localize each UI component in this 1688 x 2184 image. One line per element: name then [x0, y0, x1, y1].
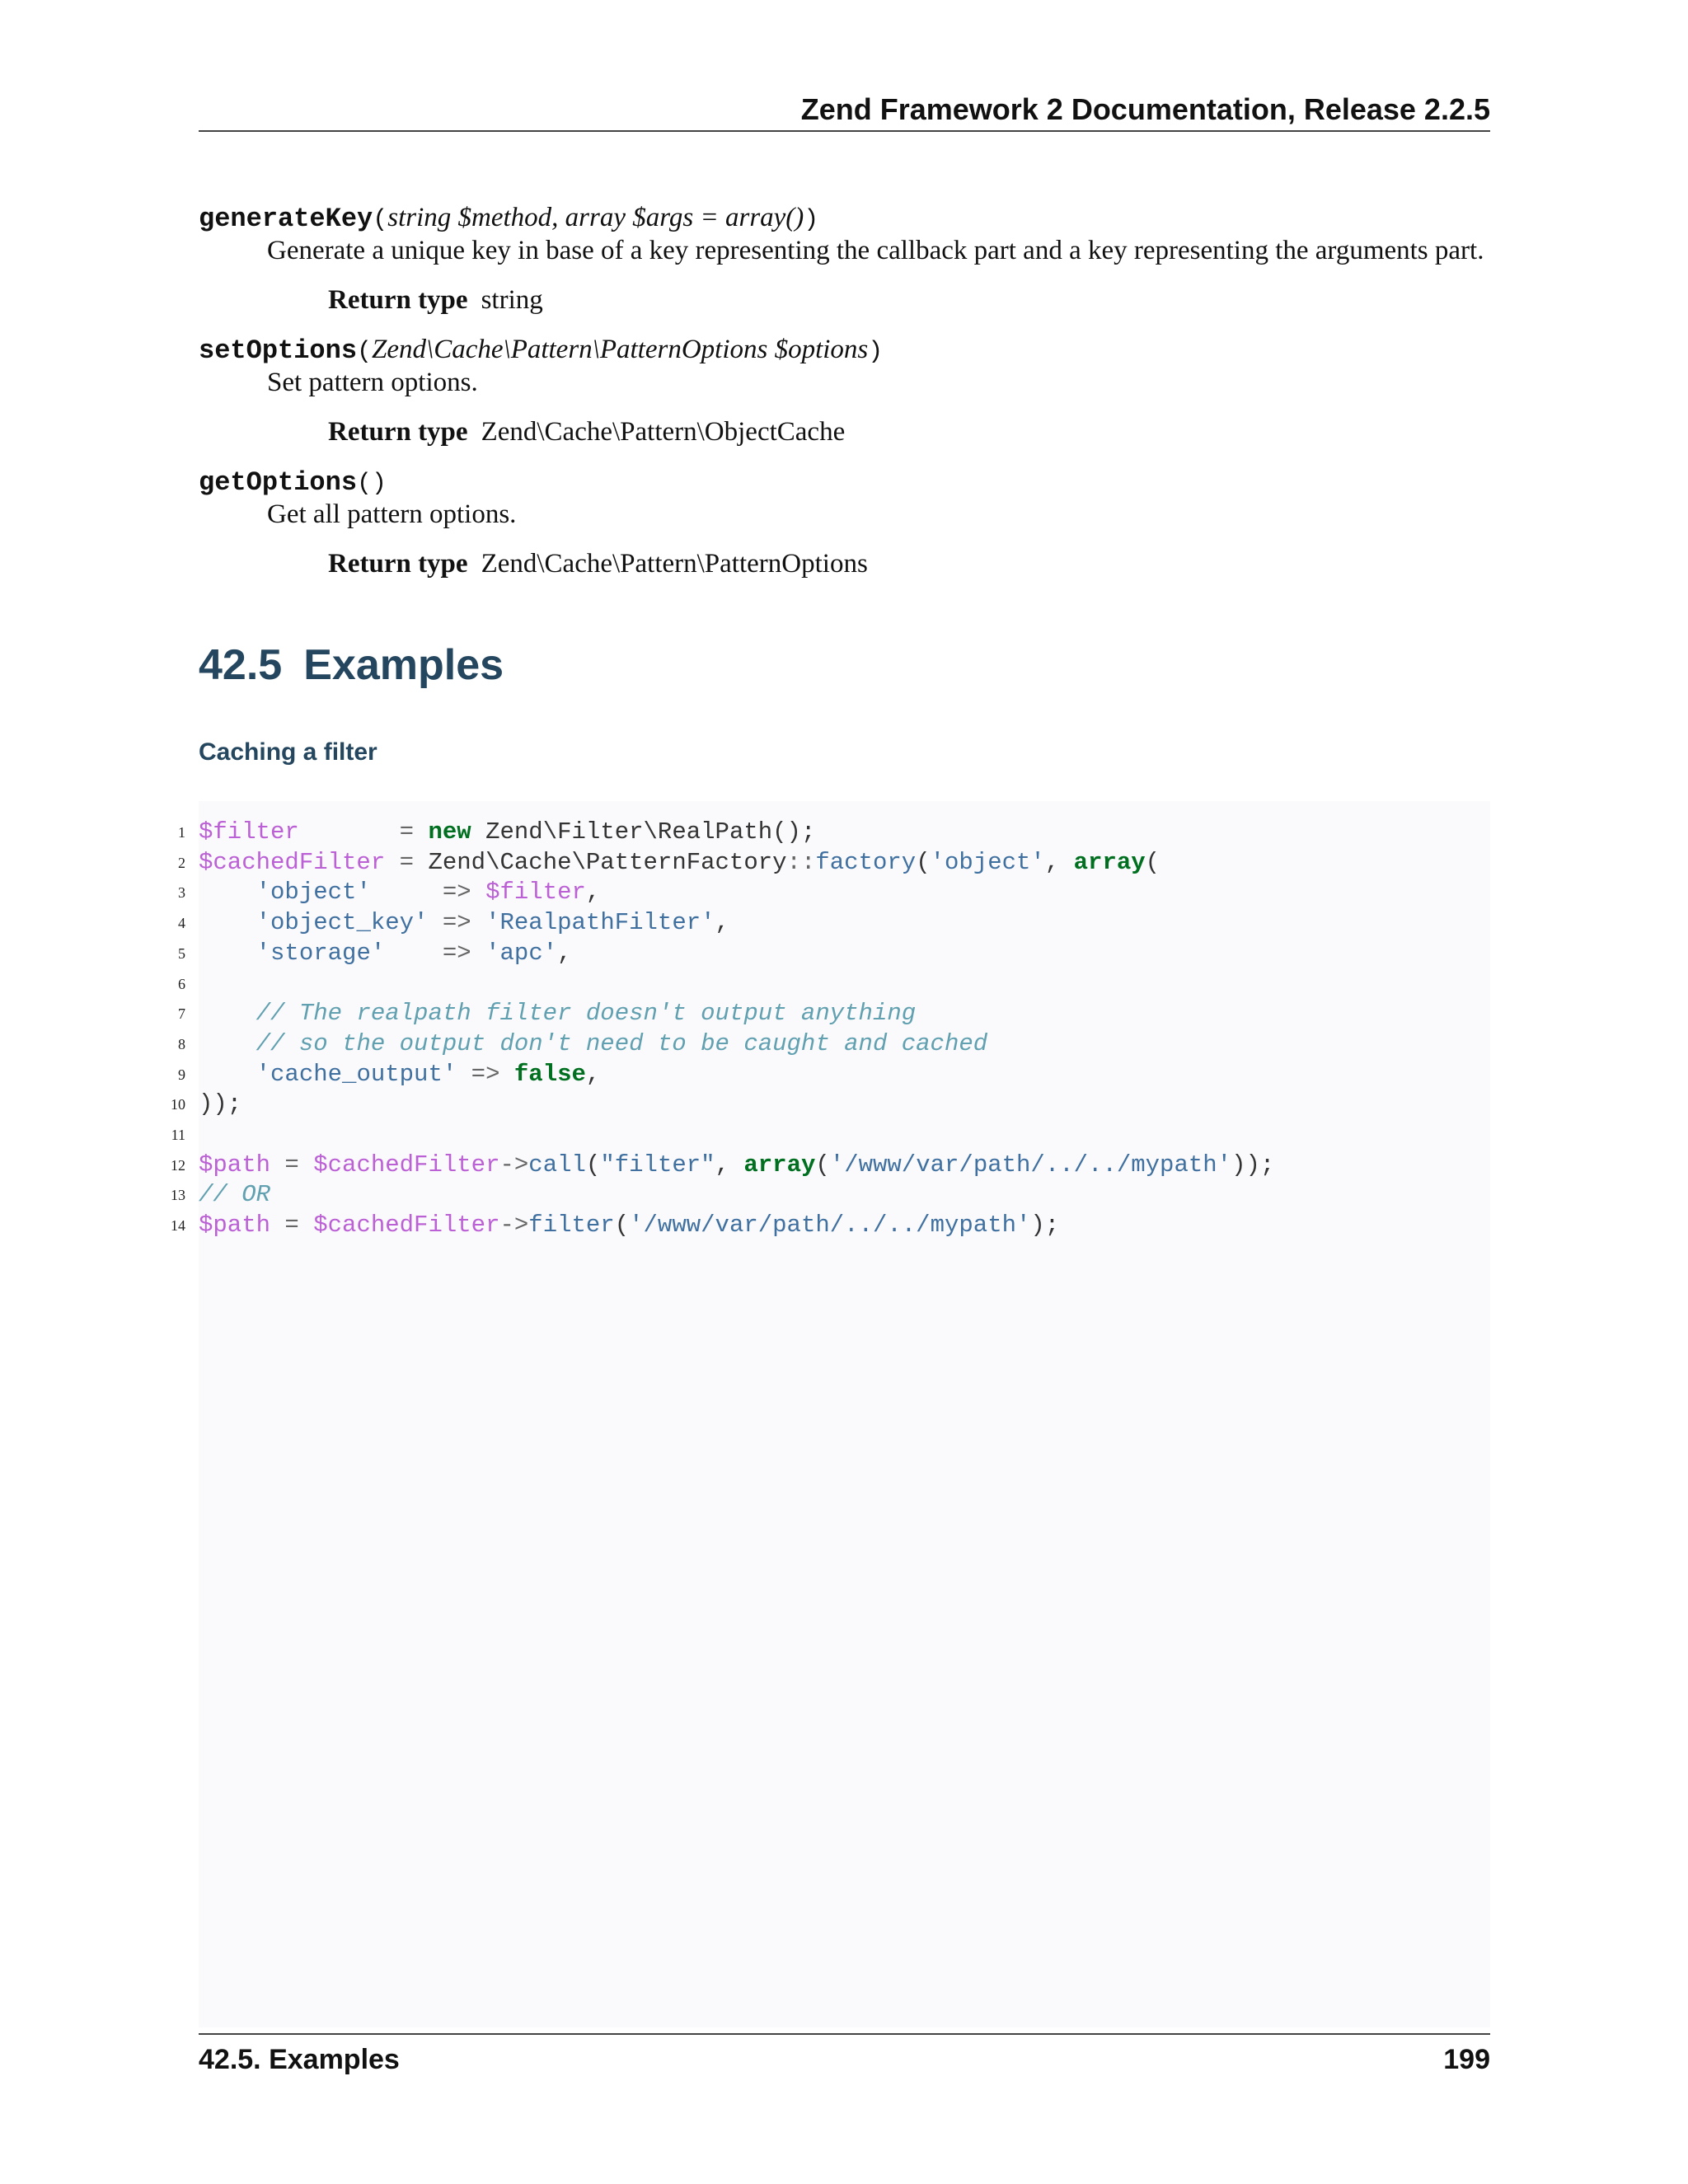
header-rule — [199, 130, 1490, 132]
footer-rule — [199, 2033, 1490, 2035]
line-number: 7 — [178, 1005, 185, 1023]
page-number: 199 — [1443, 2044, 1490, 2075]
method-params: string $method, array $args = array() — [387, 203, 804, 232]
code-text: // OR — [199, 1181, 271, 1209]
code-text: $path = $cachedFilter->call("filter", array('/www/var/path/../../mypath')); — [199, 1151, 1275, 1179]
line-number: 13 — [171, 1187, 185, 1204]
close-paren: ) — [804, 206, 819, 234]
method-name: generateKey — [199, 204, 373, 234]
line-number: 9 — [178, 1066, 185, 1083]
method-description: Generate a unique key in base of a key representing the callback part and a key representing the arguments part. — [267, 236, 1484, 265]
return-type-value: string — [481, 285, 543, 315]
return-type-row — [328, 282, 543, 318]
line-number: 8 — [178, 1035, 185, 1052]
line-number: 4 — [178, 915, 185, 932]
line-number: 1 — [178, 824, 185, 841]
section-heading — [199, 638, 504, 692]
code-text: $filter = new Zend\Filter\RealPath(); — [199, 818, 816, 846]
return-type-label: Return type — [328, 285, 468, 315]
section-number: 42.5 — [199, 641, 283, 689]
parens: () — [357, 470, 387, 498]
code-text: 'cache_output' => false, — [256, 1060, 601, 1088]
subsection-heading: Caching a filter — [199, 738, 377, 766]
code-text: // The realpath filter doesn't output anything — [256, 1000, 917, 1028]
close-paren: ) — [868, 338, 884, 366]
code-text: )); — [199, 1090, 242, 1118]
return-type-label: Return type — [328, 549, 468, 579]
method-params: Zend\Cache\Pattern\PatternOptions $options — [372, 335, 869, 364]
line-number: 14 — [171, 1217, 185, 1235]
section-title: Examples — [303, 641, 504, 689]
method-name: getOptions — [199, 467, 358, 498]
return-type-row — [328, 546, 868, 582]
return-type-label: Return type — [328, 417, 468, 447]
line-number: 6 — [178, 975, 185, 992]
line-number: 5 — [178, 944, 185, 962]
return-type-value: Zend\Cache\Pattern\PatternOptions — [481, 549, 868, 579]
code-text: $path = $cachedFilter->filter('/www/var/path/../../mypath'); — [199, 1212, 1060, 1240]
code-block — [171, 801, 1490, 2027]
open-paren: ( — [357, 338, 373, 366]
line-number: 11 — [171, 1127, 185, 1143]
method-description: Set pattern options. — [267, 368, 478, 397]
running-header: Zend Framework 2 Documentation, Release 2.2.5 — [800, 92, 1490, 126]
footer-section: 42.5. Examples — [199, 2044, 400, 2075]
code-text: 'object' => $filter, — [256, 879, 601, 907]
line-number: 12 — [171, 1156, 185, 1174]
code-text: 'object_key' => 'RealpathFilter', — [256, 909, 729, 937]
code-text: 'storage' => 'apc', — [256, 939, 572, 967]
code-text: $cachedFilter = Zend\Cache\PatternFactory::factory('object', array( — [199, 848, 1160, 876]
return-type-value: Zend\Cache\Pattern\ObjectCache — [481, 417, 846, 447]
method-name: setOptions — [199, 335, 358, 366]
method-description: Get all pattern options. — [267, 499, 517, 529]
line-number: 3 — [178, 884, 185, 902]
open-paren: ( — [373, 206, 388, 234]
line-number: 2 — [178, 854, 185, 871]
return-type-row — [328, 414, 845, 450]
line-number: 10 — [171, 1096, 185, 1113]
code-text: // so the output don't need to be caught and cached — [256, 1029, 988, 1057]
